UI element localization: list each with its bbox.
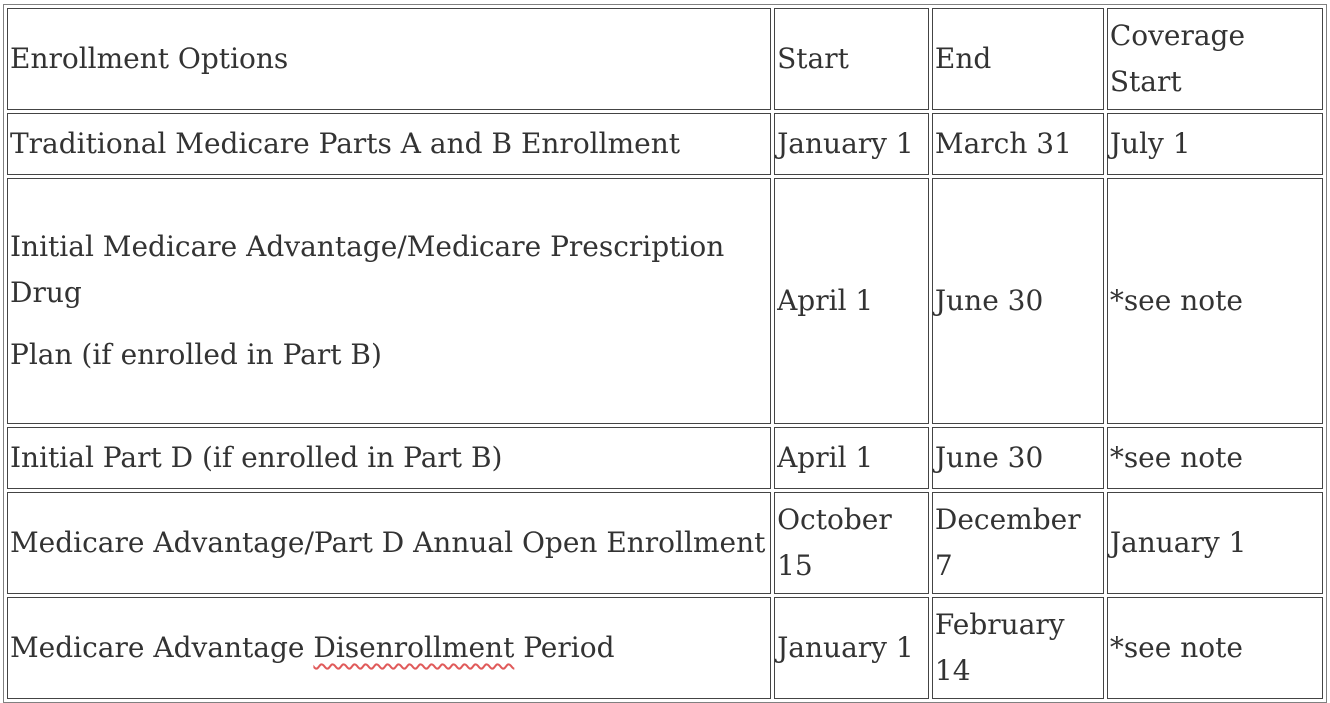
- cell-start: April 1: [774, 427, 929, 489]
- cell-end: March 31: [932, 113, 1104, 175]
- cell-option-suffix: Period: [514, 631, 615, 664]
- cell-coverage-start: *see note: [1107, 427, 1323, 489]
- cell-coverage-start: *see note: [1107, 597, 1323, 699]
- cell-start: January 1: [774, 113, 929, 175]
- table-row: [7, 113, 1323, 175]
- cell-end: December 7: [932, 492, 1104, 594]
- header-enrollment-options: Enrollment Options: [7, 8, 771, 110]
- header-coverage-start: Coverage Start: [1107, 8, 1323, 110]
- table-header-row: [7, 8, 1323, 110]
- table-row: [7, 492, 1323, 594]
- cell-start: January 1: [774, 597, 929, 699]
- enrollment-table: [3, 4, 1327, 703]
- table-row: [7, 427, 1323, 489]
- header-start: Start: [774, 8, 929, 110]
- spellcheck-flagged-word[interactable]: Disenrollment: [313, 631, 515, 664]
- cell-option: Initial Part D (if enrolled in Part B): [7, 427, 771, 489]
- cell-option-prefix: Medicare Advantage: [10, 631, 314, 664]
- cell-coverage-start: *see note: [1107, 178, 1323, 424]
- cell-option: [7, 597, 771, 699]
- cell-option: Traditional Medicare Parts A and B Enrollment: [7, 113, 771, 175]
- cell-option-line-2: Plan (if enrolled in Part B): [10, 338, 382, 371]
- cell-option-line-1: Initial Medicare Advantage/Medicare Prescription Drug: [10, 230, 725, 309]
- cell-start: April 1: [774, 178, 929, 424]
- cell-option: [7, 178, 771, 424]
- cell-start: October 15: [774, 492, 929, 594]
- header-end: End: [932, 8, 1104, 110]
- cell-end: February 14: [932, 597, 1104, 699]
- cell-end: June 30: [932, 427, 1104, 489]
- table-row: [7, 597, 1323, 699]
- cell-coverage-start: July 1: [1107, 113, 1323, 175]
- cell-end: June 30: [932, 178, 1104, 424]
- table-row: [7, 178, 1323, 424]
- cell-option: Medicare Advantage/Part D Annual Open Enrollment: [7, 492, 771, 594]
- cell-coverage-start: January 1: [1107, 492, 1323, 594]
